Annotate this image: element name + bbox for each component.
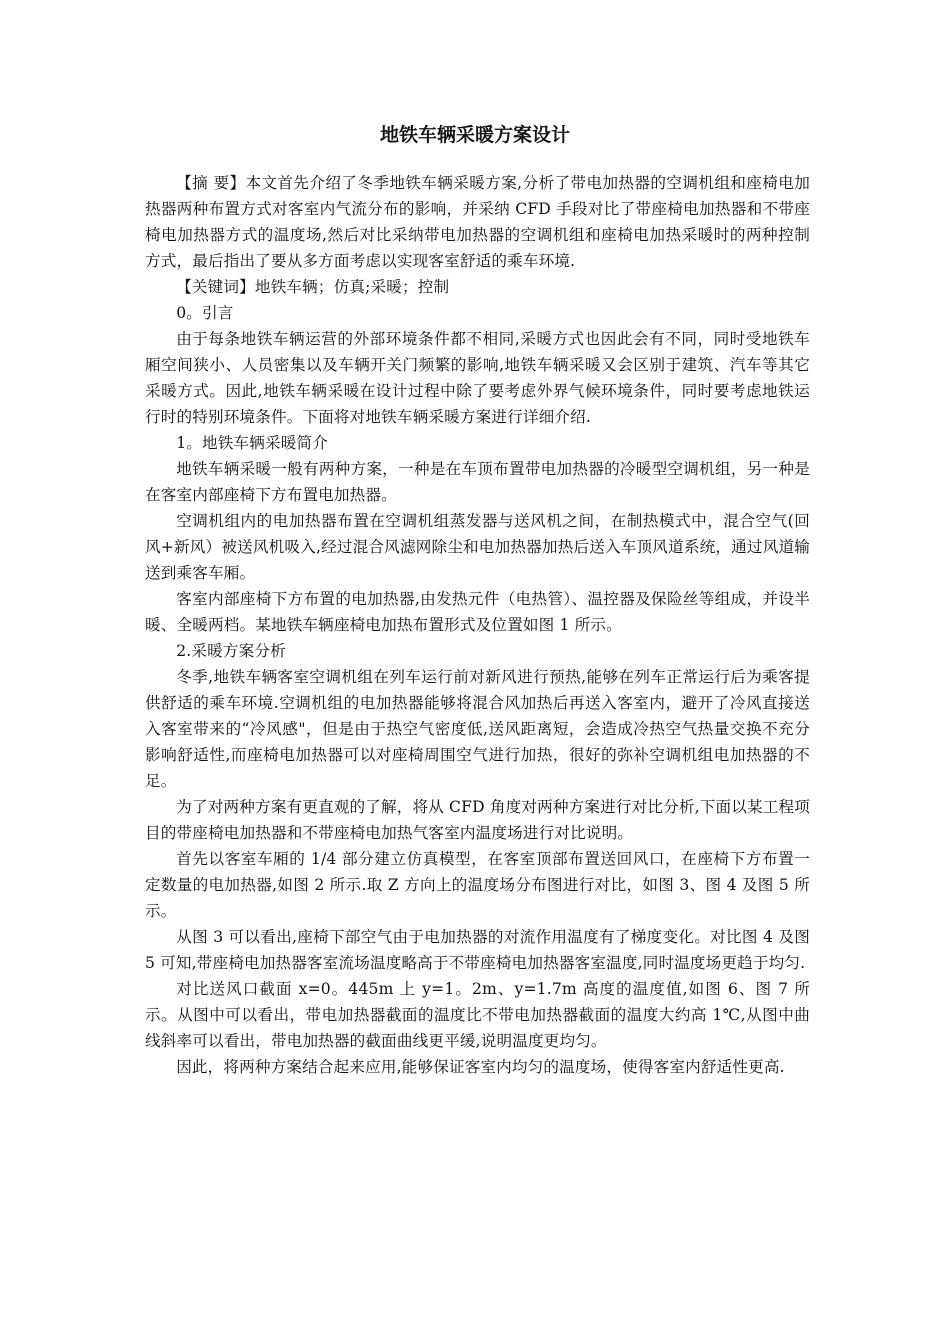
body-paragraph: 地铁车辆采暖一般有两种方案，一种是在车顶布置带电加热器的冷暖型空调机组，另一种是在客室内部座椅下方布置电加热器。: [145, 460, 810, 504]
keywords-paragraph: 【关键词】地铁车辆；仿真;采暖；控制: [176, 278, 450, 296]
document-body: [145, 170, 810, 1080]
body-paragraph: 从图 3 可以看出,座椅下部空气由于电加热器的对流作用温度有了梯度变化。对比图 4 及图 5 可知,带座椅电加热器客室流场温度略高于不带座椅电加热器客室温度,同时温度场更趋于均匀.: [145, 928, 810, 972]
section-heading-heating-analysis: 2.采暖方案分析: [176, 642, 286, 660]
body-paragraph: 空调机组内的电加热器布置在空调机组蒸发器与送风机之间，在制热模式中，混合空气(回风+新风）被送风机吸入,经过混合风滤网除尘和电加热器加热后送入车顶风道系统，通过风道输送到乘客车厢。: [145, 512, 810, 582]
conclusion-paragraph: 因此，将两种方案结合起来应用,能够保证客室内均匀的温度场，使得客室内舒适性更高.: [176, 1058, 785, 1076]
body-paragraph: 对比送风口截面 x=0。445m 上 y=1。2m、y=1.7m 高度的温度值,如图 6、图 7 所示。从图中可以看出，带电加热器截面的温度比不带电加热器截面的温度大约高 1℃,从图中曲线斜率可以看出，带电加热器的截面曲线更平缓,说明温度更均匀。: [145, 980, 810, 1050]
body-paragraph: 冬季,地铁车辆客室空调机组在列车运行前对新风进行预热,能够在列车正常运行后为乘客提供舒适的乘车环境.空调机组的电加热器能够将混合风加热后再送入客室内，避开了冷风直接送入客室带来的“冷风感"，但是由于热空气密度低,送风距离短，会造成冷热空气热量交换不充分影响舒适性,而座椅电加热器可以对座椅周围空气进行加热，很好的弥补空调机组电加热器的不足。: [145, 668, 810, 790]
section-heading-heating-overview: 1。地铁车辆采暖简介: [176, 434, 328, 452]
section-heading-introduction: 0。引言: [176, 304, 234, 322]
body-paragraph: 客室内部座椅下方布置的电加热器,由发热元件（电热管）、温控器及保险丝等组成，并设半暖、全暖两档。某地铁车辆座椅电加热布置形式及位置如图 1 所示。: [145, 590, 810, 634]
body-paragraph: 由于每条地铁车辆运营的外部环境条件都不相同,采暖方式也因此会有不同，同时受地铁车厢空间狭小、人员密集以及车辆开关门频繁的影响,地铁车辆采暖又会区别于建筑、汽车等其它采暖方式。因此,地铁车辆采暖在设计过程中除了要考虑外界气候环境条件，同时要考虑地铁运行时的特别环境条件。下面将对地铁车辆采暖方案进行详细介绍.: [145, 330, 810, 426]
body-paragraph: 为了对两种方案有更直观的了解，将从 CFD 角度对两种方案进行对比分析,下面以某工程项目的带座椅电加热器和不带座椅电加热气客室内温度场进行对比说明。: [145, 798, 810, 842]
abstract-paragraph: 【摘 要】本文首先介绍了冬季地铁车辆采暖方案,分析了带电加热器的空调机组和座椅电加热器两种布置方式对客室内气流分布的影响，并采纳 CFD 手段对比了带座椅电加热器和不带座椅电加热器方式的温度场,然后对比采纳带电加热器的空调机组和座椅电加热采暖时的两种控制方式，最后指出了要从多方面考虑以实现客室舒适的乘车环境.: [145, 174, 810, 270]
document-title: 地铁车辆采暖方案设计: [379, 124, 570, 146]
body-paragraph: 首先以客室车厢的 1/4 部分建立仿真模型，在客室顶部布置送回风口，在座椅下方布置一定数量的电加热器,如图 2 所示.取 Z 方向上的温度场分布图进行对比，如图 3、图 4 及图 5 所示。: [145, 850, 810, 920]
